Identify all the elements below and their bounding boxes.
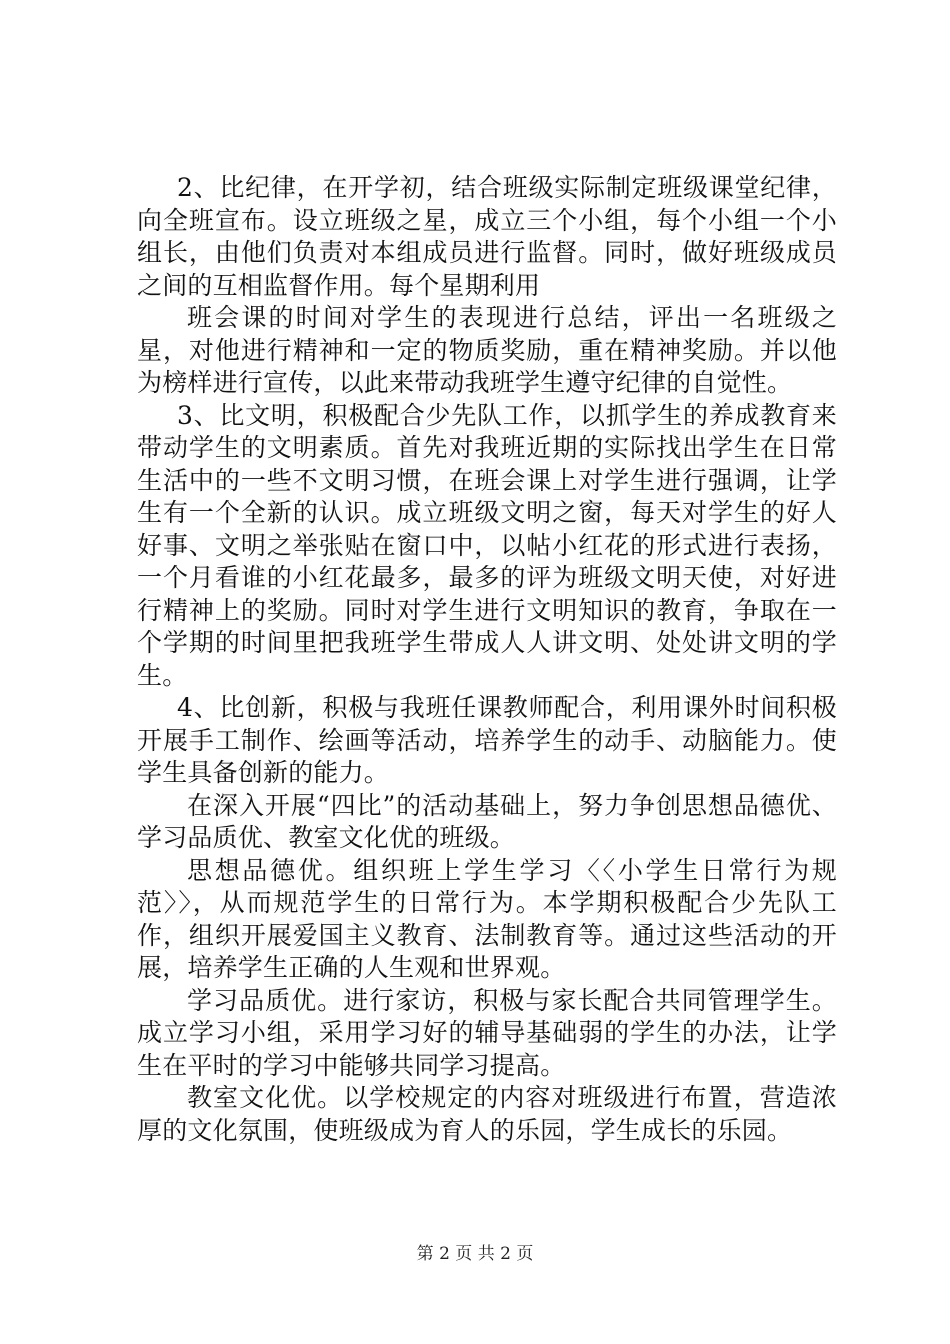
paragraph-innovation: 4、比创新，积极与我班任课教师配合，利用课外时间积极开展手工制作、绘画等活动，培养学生的动手、动脑能力。使学生具备创新的能力。 — [137, 693, 837, 787]
document-body — [137, 172, 837, 1147]
paragraph-civility: 3、比文明，积极配合少先队工作，以抓学生的养成教育来带动学生的文明素质。首先对我班近期的实际找出学生在日常生活中的一些不文明习惯，在班会课上对学生进行强调，让学生有一个全新的认识。成立班级文明之窗，每天对学生的好人好事、文明之举张贴在窗口中，以帖小红花的形式进行表扬，一个月看谁的小红花最多，最多的评为班级文明天使，对好进行精神上的奖励。同时对学生进行文明知识的教育，争取在一个学期的时间里把我班学生带成人人讲文明、处处讲文明的学生。 — [137, 400, 837, 690]
paragraph-classroom-culture: 教室文化优。以学校规定的内容对班级进行布置，营造浓厚的文化氛围，使班级成为育人的乐园，学生成长的乐园。 — [137, 1083, 837, 1145]
paragraph-four-comparisons: 在深入开展“四比”的活动基础上，努力争创思想品德优、学习品质优、教室文化优的班级。 — [137, 790, 837, 852]
paragraph-learning-quality: 学习品质优。进行家访，积极与家长配合共同管理学生。成立学习小组，采用学习好的辅导基础弱的学生的办法，让学生在平时的学习中能够共同学习提高。 — [137, 985, 837, 1080]
page-footer: 第 2 页 共 2 页 — [416, 1244, 534, 1264]
paragraph-class-meeting: 班会课的时间对学生的表现进行总结，评出一名班级之星，对他进行精神和一定的物质奖励，重在精神奖励。并以他为榜样进行宣传，以此来带动我班学生遵守纪律的自觉性。 — [137, 303, 837, 397]
paragraph-moral-quality: 思想品德优。组织班上学生学习〈〈小学生日常行为规范〉〉，从而规范学生的日常行为。本学期积极配合少先队工作，组织开展爱国主义教育、法制教育等。通过这些活动的开展，培养学生正确的人生观和世界观。 — [137, 855, 837, 982]
paragraph-discipline: 2、比纪律，在开学初，结合班级实际制定班级课堂纪律，向全班宣布。设立班级之星，成立三个小组，每个小组一个小组长，由他们负责对本组成员进行监督。同时，做好班级成员之间的互相监督作用。每个星期利用 — [137, 173, 837, 300]
